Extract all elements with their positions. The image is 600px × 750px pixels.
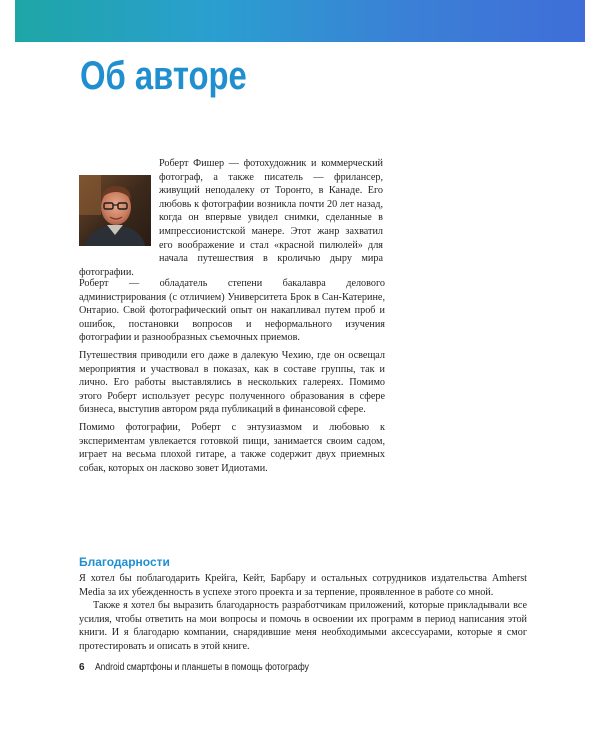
header-color-bar: [15, 0, 585, 42]
book-title: Android смартфоны и планшеты в помощь фотографу: [95, 662, 310, 673]
author-paragraph: [79, 421, 385, 475]
page-footer: [79, 662, 347, 673]
author-paragraph: [79, 277, 385, 345]
author-portrait-icon: [79, 175, 151, 246]
author-paragraph-text: Путешествия приводили его даже в далекую Чехию, где он освещал мероприятия и участвовал в показах, как в составе группы, так и лично. Его работы выставлялись в нескольких галереях. Помимо этого Роберт использует ресурс полученного образования в сфере бизнеса, выступив автором ряда публикаций в финансовой сфере.: [79, 350, 385, 416]
acknowledgements-text: [79, 572, 527, 654]
page-title: Об авторе: [80, 54, 247, 98]
author-paragraph-text: Помимо фотографии, Роберт с энтузиазмом и любовью к экспериментам увлекается готовкой пищи, занимается своим садом, играет на весьма плохой гитаре, а также содержит двух приемных собак, которых он ласково зовет Идиотами.: [79, 422, 385, 474]
author-portrait-photo: [79, 175, 151, 246]
acknowledgements-paragraph: Я хотел бы поблагодарить Крейга, Кейт, Барбару и остальных сотрудников издательства Amherst Media за их убежденность в успехе этого проекта и за терпение, проявленное в работе со мной.: [79, 573, 527, 598]
acknowledgements-paragraph: Также я хотел бы выразить благодарность разработчикам приложений, которые прикладывали все усилия, чтобы ответить на мои вопросы и помочь в освоении их программ в период написания этой книги. И я благодарю компании, снарядившие меня необходимыми аксессуарами, которые я смог протестировать и описать в этой книге.: [79, 600, 527, 652]
author-paragraph: [79, 349, 385, 417]
author-intro-text: Роберт Фишер — фотохудожник и коммерческий фотограф, а также писатель — фрилансер, живущий неподалеку от Торонто, в Канаде. Его любовь к фотографии возникла почти 20 лет назад, когда он впервые увидел снимки, сделанные в импрессионистской манере. Этот жанр захватил его воображение и стал «красной пилюлей» для начала путешествия в кроличью дыру мира фотографии.: [79, 158, 383, 278]
author-paragraph-text: Роберт — обладатель степени бакалавра делового администрирования (с отличием) Университета Брок в Сан-Катерине, Онтарио. Свой фотографический опыт он накапливал путем проб и ошибок, постановки вопросов и неформального изучения фотографии и разнообразных съемочных приемов.: [79, 278, 385, 344]
acknowledgements-heading: Благодарности: [79, 555, 170, 569]
page-number: 6: [79, 662, 85, 673]
